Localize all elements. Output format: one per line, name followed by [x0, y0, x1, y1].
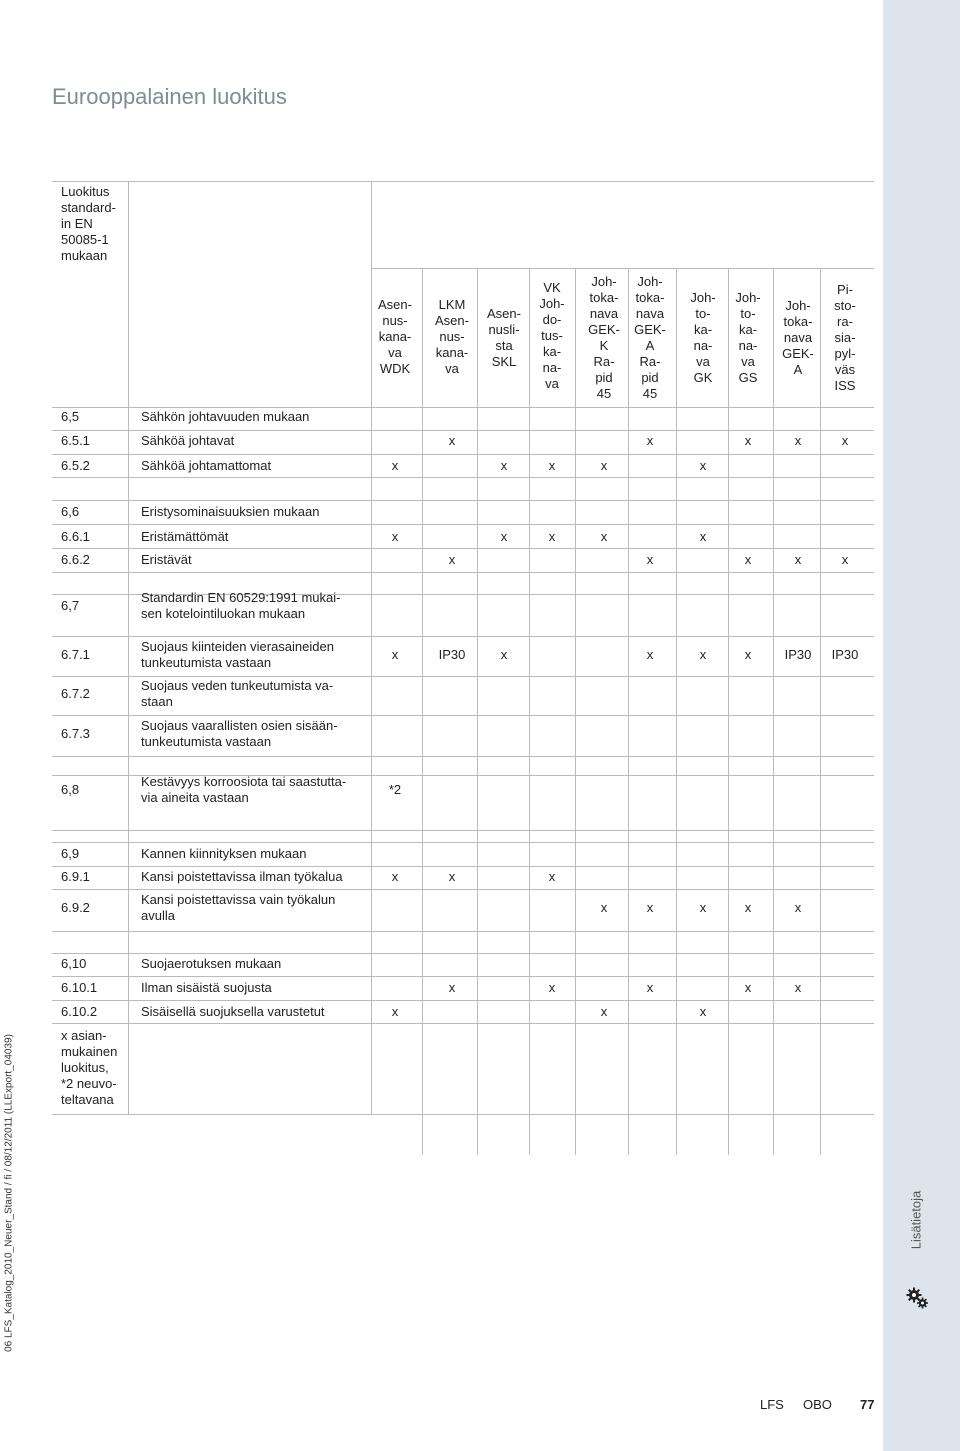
- row-label: Eristämättömät: [141, 529, 229, 544]
- classification-mark: x: [600, 1004, 608, 1019]
- classification-mark: x: [744, 647, 752, 662]
- row-number: 6.6.1: [61, 529, 90, 544]
- classification-mark: x: [794, 433, 802, 448]
- classification-mark: x: [646, 647, 654, 662]
- row-number: 6,7: [61, 598, 80, 613]
- row-label: Kansi poistettavissa vain työkalun avulla: [141, 892, 336, 923]
- side-print-text: 06 LFS_Katalog_2010_Neuer_Stand / fi / 08/12/2011 (LLExport_04039): [3, 1033, 15, 1352]
- page-title: Eurooppalainen luokitus: [52, 84, 287, 109]
- column-header: Asen- nus- kana- va WDK: [378, 297, 412, 376]
- classification-mark: x: [500, 529, 508, 544]
- row-number: 6.9.1: [61, 869, 90, 884]
- row-number: 6,6: [61, 504, 80, 519]
- classification-mark: x: [600, 529, 608, 544]
- row-number: 6.5.2: [61, 458, 90, 473]
- classification-mark: x: [841, 433, 849, 448]
- column-header: Pi- sto- ra- sia- pyl- väs ISS: [834, 282, 856, 393]
- classification-mark: x: [391, 529, 399, 544]
- table-rule: [52, 572, 874, 573]
- table-rule: [52, 636, 874, 637]
- row-label: Sisäisellä suojuksella varustetut: [141, 1004, 325, 1019]
- row-label: Suojaus kiinteiden vierasaineiden tunkeutumista vastaan: [141, 639, 334, 670]
- row-label: Eristävät: [141, 552, 192, 567]
- column-header: LKM Asen- nus- kana- va: [435, 297, 469, 376]
- classification-mark: x: [391, 458, 399, 473]
- footer-brand-lfs: LFS: [760, 1397, 784, 1412]
- footer-brand-obo: OBO: [803, 1397, 832, 1412]
- row-number: 6.7.2: [61, 686, 90, 701]
- table-rule: [52, 889, 874, 890]
- table-rule: [52, 181, 874, 182]
- table-rule: [52, 931, 874, 932]
- table-rule: [371, 268, 874, 269]
- table-rule: [52, 1114, 874, 1115]
- table-column-rule: [477, 268, 478, 1155]
- classification-mark: x: [600, 458, 608, 473]
- classification-mark: x: [699, 900, 707, 915]
- classification-mark: x: [699, 1004, 707, 1019]
- classification-mark: x: [646, 552, 654, 567]
- row-number: 6.9.2: [61, 900, 90, 915]
- classification-mark: x: [794, 900, 802, 915]
- row-label: Ilman sisäistä suojusta: [141, 980, 272, 995]
- classification-mark: x: [744, 900, 752, 915]
- classification-mark: x: [744, 980, 752, 995]
- row-label: Suojaerotuksen mukaan: [141, 956, 282, 971]
- table-column-rule: [128, 181, 129, 1114]
- classification-mark: x: [841, 552, 849, 567]
- table-rule: [52, 830, 874, 831]
- row-label: Kannen kiinnityksen mukaan: [141, 846, 307, 861]
- classification-mark: x: [646, 900, 654, 915]
- classification-mark: x: [500, 458, 508, 473]
- table-rule: [52, 548, 874, 549]
- column-header: Joh- to- ka- na- va GS: [735, 290, 761, 385]
- gears-icon: [906, 1286, 930, 1310]
- classification-mark: x: [794, 980, 802, 995]
- classification-mark: *2: [388, 782, 402, 797]
- table-rule: [52, 976, 874, 977]
- classification-mark: x: [646, 980, 654, 995]
- classification-mark: x: [548, 869, 556, 884]
- classification-mark: IP30: [438, 647, 466, 662]
- classification-mark: x: [794, 552, 802, 567]
- table-rule: [52, 756, 874, 757]
- table-column-rule: [529, 268, 530, 1155]
- table-column-rule: [820, 268, 821, 1155]
- row-label: Suojaus veden tunkeutumista va- staan: [141, 678, 334, 709]
- column-header: Joh- toka- nava GEK- K Ra- pid 45: [588, 274, 620, 401]
- table-rule: [52, 842, 874, 843]
- classification-mark: x: [699, 529, 707, 544]
- column-header: Joh- toka- nava GEK- A: [782, 298, 814, 377]
- table-rule: [52, 477, 874, 478]
- page-number: 77: [860, 1397, 875, 1412]
- classification-mark: x: [548, 529, 556, 544]
- row-label: Kansi poistettavissa ilman työkalua: [141, 869, 343, 884]
- row-number: 6.7.1: [61, 647, 90, 662]
- footnote: x asian- mukainen luokitus, *2 neuvo- teltavana: [61, 1028, 118, 1107]
- column-header: Joh- toka- nava GEK- A Ra- pid 45: [634, 274, 666, 401]
- sidebar-label: Lisätietoja: [908, 1190, 924, 1250]
- classification-mark: x: [391, 869, 399, 884]
- classification-mark: x: [646, 433, 654, 448]
- classification-mark: x: [391, 1004, 399, 1019]
- table-rule: [52, 524, 874, 525]
- row-number: 6,10: [61, 956, 87, 971]
- table-rule: [52, 676, 874, 677]
- table-rule: [52, 430, 874, 431]
- column-header: VK Joh- do- tus- ka- na- va: [539, 280, 565, 391]
- row-number: 6.10.2: [61, 1004, 98, 1019]
- classification-mark: IP30: [784, 647, 812, 662]
- column-header: Asen- nusli- sta SKL: [487, 306, 521, 369]
- row-label: Sähköä johtavat: [141, 433, 235, 448]
- table-column-rule: [728, 268, 729, 1155]
- row-number: 6.5.1: [61, 433, 90, 448]
- classification-mark: x: [448, 980, 456, 995]
- row-number: 6.10.1: [61, 980, 98, 995]
- row-label: Kestävyys korroosiota tai saastutta- via aineita vastaan: [141, 774, 347, 805]
- classification-mark: x: [744, 552, 752, 567]
- classification-header: Luokitus standard- in EN 50085-1 mukaan: [61, 184, 116, 263]
- row-number: 6.6.2: [61, 552, 90, 567]
- row-number: 6,5: [61, 409, 80, 424]
- table-rule: [52, 500, 874, 501]
- table-column-rule: [773, 268, 774, 1155]
- row-number: 6,8: [61, 782, 80, 797]
- row-number: 6,9: [61, 846, 80, 861]
- row-number: 6.7.3: [61, 726, 90, 741]
- table-rule: [52, 1023, 874, 1024]
- row-label: Sähkön johtavuuden mukaan: [141, 409, 310, 424]
- table-rule: [52, 454, 874, 455]
- classification-mark: x: [500, 647, 508, 662]
- classification-mark: x: [448, 552, 456, 567]
- classification-mark: x: [699, 458, 707, 473]
- classification-mark: x: [548, 458, 556, 473]
- classification-mark: IP30: [831, 647, 859, 662]
- classification-mark: x: [391, 647, 399, 662]
- table-column-rule: [422, 268, 423, 1155]
- classification-mark: x: [600, 900, 608, 915]
- classification-mark: x: [548, 980, 556, 995]
- row-label: Sähköä johtamattomat: [141, 458, 272, 473]
- classification-mark: x: [699, 647, 707, 662]
- classification-mark: x: [448, 433, 456, 448]
- classification-mark: x: [744, 433, 752, 448]
- row-label: Suojaus vaarallisten osien sisään- tunkeutumista vastaan: [141, 718, 338, 749]
- table-rule: [52, 1000, 874, 1001]
- table-rule: [52, 953, 874, 954]
- table-rule: [52, 407, 874, 408]
- table-rule: [52, 715, 874, 716]
- column-header: Joh- to- ka- na- va GK: [690, 290, 716, 385]
- row-label: Standardin EN 60529:1991 mukai- sen kotelointiluokan mukaan: [141, 590, 341, 621]
- table-rule: [52, 866, 874, 867]
- classification-mark: x: [448, 869, 456, 884]
- row-label: Eristysominaisuuksien mukaan: [141, 504, 320, 519]
